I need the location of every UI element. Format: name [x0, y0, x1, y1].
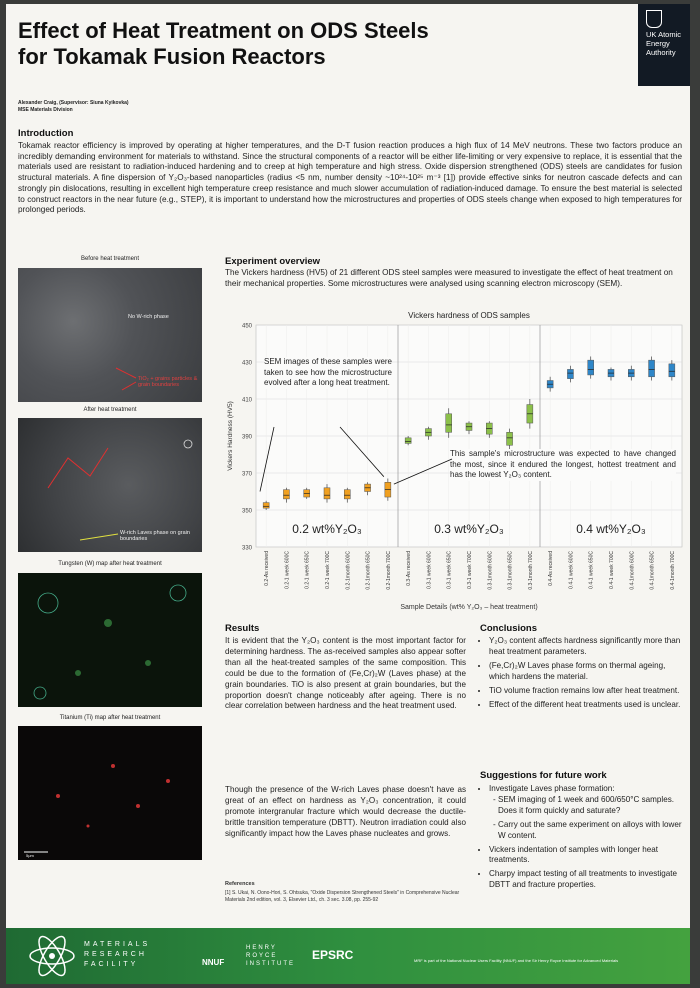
- x-tick-label: 0.2-1 week 700C: [325, 551, 331, 589]
- conclusion-item: • Effect of the different heat treatments used is unclear.: [489, 700, 685, 711]
- group-label: 0.3 wt%Y₂O₃: [434, 522, 504, 536]
- y-tick-label: 450: [241, 323, 252, 330]
- y-tick-label: 330: [241, 545, 252, 552]
- poster: [6, 4, 690, 984]
- references-heading: References: [225, 881, 255, 887]
- conclusions-heading: Conclusions: [480, 623, 538, 634]
- mrf-line: RESEARCH: [84, 951, 147, 958]
- authors: [18, 100, 129, 114]
- title-line-2: for Tokamak Fusion Reactors: [18, 44, 326, 69]
- suggestion-item: [489, 784, 685, 842]
- intro-heading: Introduction: [18, 128, 74, 139]
- box-body: [649, 360, 655, 377]
- y-tick-label: 430: [241, 360, 252, 367]
- royce-logo: [246, 944, 295, 968]
- suggestion-item: • Vickers indentation of samples with longer heat treatments.: [489, 845, 685, 867]
- titanium-map-texture: [18, 726, 202, 860]
- royce-line: INSTITUTE: [246, 961, 295, 967]
- suggestion-text: Investigate Laves phase formation:: [489, 784, 615, 793]
- results-paragraph-1: It is evident that the Y₂O₃ content is the most important factor for determining hardness. The as-received samples also appear softer than all the heat-treated samples of the same composition. This could be due to the formation of (Fe,Cr)₂W (Laves phase) at the grain boundaries. TiO is also present at grain boundaries, but the proportion doesn't change noticeably after ageing. There is no clear correlation between hardness and the heat treatment used.: [225, 636, 466, 711]
- annotation-sem-text: SEM images of these samples were taken to see how the microstructure evolved after a long heat treatment.: [264, 357, 392, 387]
- x-tick-label: 0.3-As received: [406, 551, 413, 586]
- y-axis-label: Vickers Hardness (HV5): [227, 401, 234, 471]
- x-tick-label: 0.2-1 week 600C: [284, 551, 291, 589]
- annotation-arrows: [18, 418, 202, 552]
- hardness-chart: [220, 307, 686, 617]
- epsrc-logo: EPSRC: [312, 948, 354, 962]
- box-body: [283, 490, 289, 499]
- y-tick-label: 410: [241, 397, 252, 404]
- suggestion-subitem: - SEM imaging of 1 week and 600/650°C samples. Does it form quickly and saturate?: [498, 795, 685, 817]
- logo-line: UK Atomic: [646, 30, 682, 39]
- image-note: TiO₂ + grains particles & grain boundaries: [138, 376, 198, 388]
- image-note: No W-rich phase: [128, 314, 169, 320]
- x-tick-label: 0.4-1month 600C: [629, 551, 636, 590]
- y-tick-label: 350: [241, 508, 252, 515]
- mrf-line: FACILITY: [84, 961, 139, 968]
- sem-image-after: [18, 418, 202, 552]
- chart-title: Vickers hardness of ODS samples: [408, 311, 530, 320]
- footer: [6, 928, 690, 984]
- annotation-expected: [450, 449, 676, 505]
- group-label: 0.2 wt%Y₂O₃: [292, 522, 362, 536]
- suggestions-heading: Suggestions for future work: [480, 770, 607, 781]
- x-tick-label: 0.2-1month 700C: [385, 551, 392, 590]
- x-axis-label: Sample Details (wt% Y₂O₃ – heat treatment): [400, 604, 538, 611]
- x-tick-label: 0.4-1 week 650C: [588, 551, 595, 589]
- logo-line: Energy: [646, 39, 670, 48]
- x-tick-label: 0.2-1 week 650C: [304, 551, 311, 589]
- box-body: [405, 438, 411, 444]
- mrf-line: MATERIALS: [84, 941, 151, 948]
- results-heading: Results: [225, 623, 260, 634]
- x-tick-label: 0.4-1 week 600C: [568, 551, 575, 589]
- author-division: MSE Materials Division: [18, 107, 73, 113]
- titanium-map: [18, 726, 202, 860]
- tungsten-map-texture: [18, 573, 202, 707]
- reference-1: [1] S. Ukai, N. Oono-Hori, S. Ohtsuka, "Oxide Dispersion Strengthened Steels" in Comprehensive Nuclear Materials 2nd edition, vol. 3, Elsevier Ltd., ch. 3 sec. 3.08, pp. 255-92: [225, 890, 460, 903]
- x-tick-label: 0.4-1month 650C: [649, 551, 656, 590]
- x-tick-label: 0.3-1month 600C: [487, 551, 494, 590]
- conclusions-list: [480, 636, 685, 713]
- box-body: [344, 490, 350, 499]
- x-tick-label: 0.3-1 week 600C: [426, 551, 433, 589]
- image-caption: After heat treatment: [83, 407, 137, 413]
- title-line-1: Effect of Heat Treatment on ODS Steels: [18, 18, 429, 43]
- box-body: [669, 364, 675, 377]
- box-body: [567, 369, 573, 378]
- x-tick-label: 0.2-1month 600C: [345, 551, 352, 590]
- box-body: [263, 503, 269, 509]
- ukaea-logo: [638, 4, 690, 86]
- logo-line: Authority: [646, 48, 676, 57]
- tungsten-map: [18, 573, 202, 707]
- footer-note: MRF is part of the National Nuclear Users Facility (NNUF) and the Sir Henry Royce Institute for Advanced Materials: [414, 958, 619, 963]
- x-tick-label: 0.3-1month 650C: [507, 551, 514, 590]
- conclusion-item: • TiO volume fraction remains low after heat treatment.: [489, 686, 685, 697]
- box-body: [324, 488, 330, 499]
- image-caption: Before heat treatment: [80, 256, 140, 262]
- x-tick-label: 0.4-As received: [548, 551, 555, 586]
- x-tick-label: 0.2-1month 650C: [365, 551, 372, 590]
- y-tick-label: 370: [241, 471, 252, 478]
- box-body: [446, 414, 452, 433]
- conclusion-item: • (Fe,Cr)₂W Laves phase forms on thermal ageing, which hardens the material.: [489, 661, 685, 683]
- image-caption: Titanium (Ti) map after heat treatment: [59, 715, 161, 721]
- image-caption: Tungsten (W) map after heat treatment: [58, 561, 162, 567]
- mrf-atom-logo: [24, 931, 80, 981]
- x-tick-label: 0.2-As received: [264, 551, 271, 586]
- x-tick-label: 0.3-1 week 700C: [467, 551, 473, 589]
- box-body: [507, 432, 513, 445]
- conclusion-item: • Y₂O₃ content affects hardness significantly more than heat treatment parameters.: [489, 636, 685, 658]
- royce-line: HENRY: [246, 945, 277, 951]
- image-note: W-rich Laves phase on grain boundaries: [120, 530, 190, 542]
- scale-bar-label: 5μm: [26, 853, 34, 858]
- experiment-heading: Experiment overview: [225, 256, 321, 267]
- suggestion-subitem: - Carry out the same experiment on alloys with lower W content.: [498, 820, 685, 842]
- annotation-arrows: [18, 268, 202, 402]
- nnuf-logo: NNUF: [202, 958, 225, 967]
- x-tick-label: 0.3-1month 700C: [527, 551, 534, 590]
- sem-image-before: [18, 268, 202, 402]
- suggestions-list: [480, 784, 685, 894]
- experiment-text: The Vickers hardness (HV5) of 21 different ODS steel samples were measured to investigate the effect of heat treatment on their mechanical properties. Some microstructures were analysed using scanning electron microscopy (SEM).: [225, 268, 673, 288]
- group-label: 0.4 wt%Y₂O₃: [576, 522, 646, 536]
- results-paragraph-2: Though the presence of the W-rich Laves phase doesn't have as great of an effect on hardness as Y₂O₃ concentration, it could promote intergranular fracture which would decrease the ductile-brittle transition temperature (DBTT). Neutron irradiation could also significantly impact how the Laves phase nucleates and grows.: [225, 785, 466, 838]
- crest-icon: [646, 10, 662, 28]
- x-tick-label: 0.4-1month 700C: [669, 551, 676, 590]
- intro-text: Tokamak reactor efficiency is improved by operating at higher temperatures, and the D-T fusion reaction produces a high flux of 14 MeV neutrons. These two factors produce an incredibly demanding environment for materials to withstand. Since the structural components of a reactor will be either life-limiting or very expensive to replace, it is essential that the materials used are resistant to radiation-induced hardening and to creep at high temperature and high stress. Oxide dispersion strengthened (ODS) steels are candidates for fusion structural materials. A fine dispersion of Y₂O₃-based nanoparticles (radius <5 nm, number density ~10²⁴-10²⁵ m⁻³ [1]) provide effective sinks for neutron cascade defects and can strongly pin dislocations, resulting in excellent high temperature creep resistance and much slower accumulation of radiation-induced damage. To ensure the best material is selected to construct reactors in the near future (e.g., STEP), it is important to understand how the microstructures and properties of ODS steels change when exposed to high temperatures for prolonged periods.: [18, 141, 682, 215]
- annotation-expected-text: This sample's microstructure was expected to have changed the most, since it endured the longest, hottest treatment and has the lowest Y₂O₃ content.: [450, 449, 676, 479]
- mrf-wordmark: [84, 940, 150, 970]
- x-tick-label: 0.3-1 week 650C: [446, 551, 453, 589]
- suggestion-item: • Charpy impact testing of all treatments to investigate DBTT and fracture properties.: [489, 869, 685, 891]
- y-tick-label: 390: [241, 434, 252, 441]
- box-body: [588, 360, 594, 375]
- poster-title: [18, 18, 578, 70]
- annotation-sem: [264, 357, 392, 429]
- royce-line: ROYCE: [246, 953, 278, 959]
- x-tick-label: 0.4-1 week 700C: [609, 551, 615, 589]
- author-names: Alexander Craig, (Supervisor: Siuna Kyikovka): [18, 100, 129, 106]
